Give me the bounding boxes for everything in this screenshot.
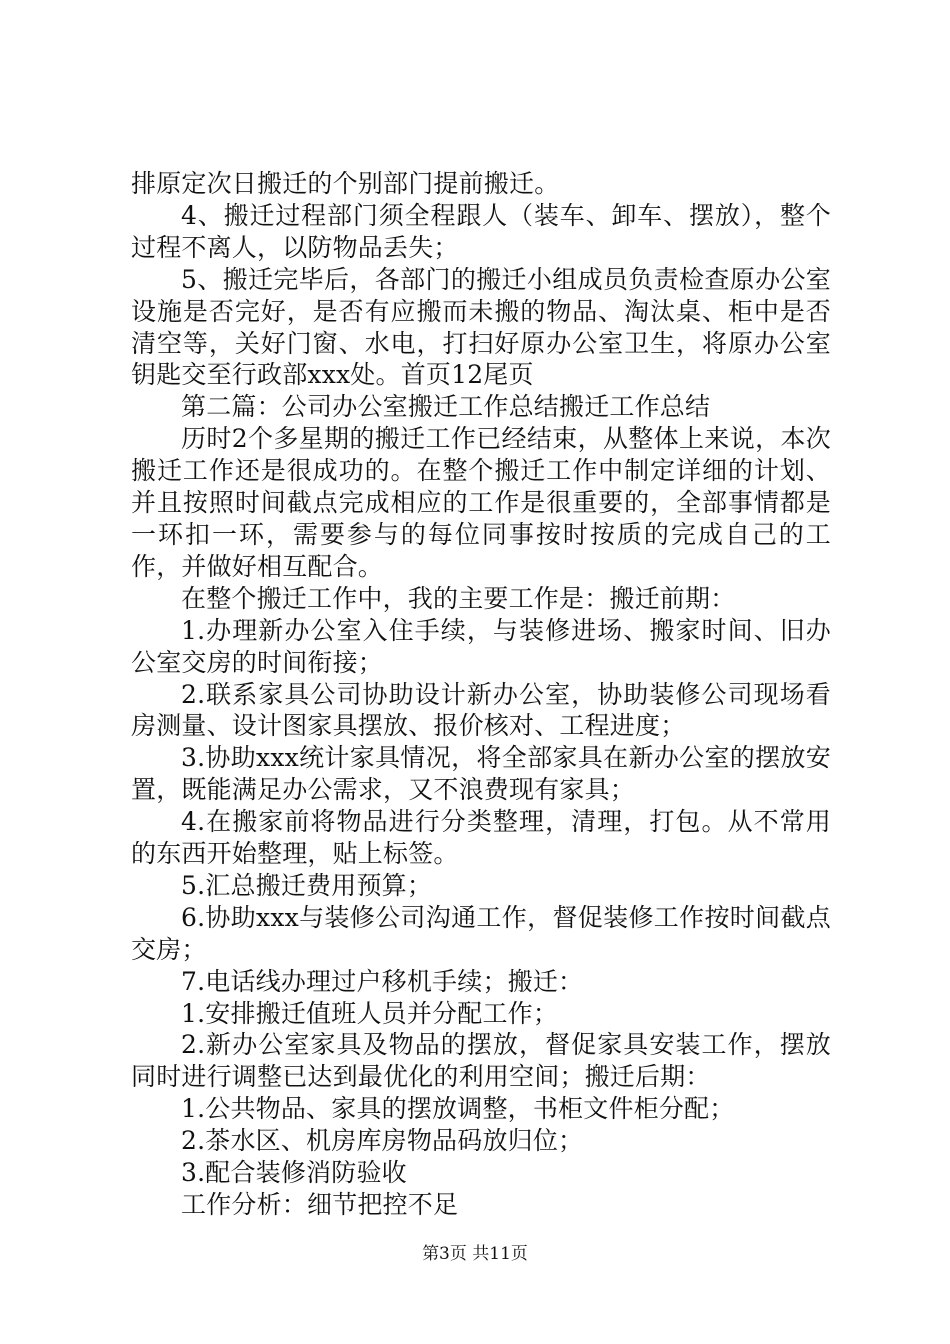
paragraph: 在整个搬迁工作中，我的主要工作是：搬迁前期： [181,583,736,613]
list-item: 1.公共物品、家具的摆放调整，书柜文件柜分配； [181,1094,735,1124]
section-heading: 第二篇：公司办公室搬迁工作总结搬迁工作总结 [181,392,711,422]
document-body [131,168,831,1221]
paragraph: 历时2个多星期的搬迁工作已经结束，从整体上来说，本次搬迁工作还是很成功的。在整个搬迁工作中制定详细的计划、并且按照时间截点完成相应的工作是很重要的，全部事情都是一环扣一环，需要参与的每位同事按时按质的完成自己的工作，并做好相互配合。 [131,424,831,581]
list-item: 3.协助xxx统计家具情况，将全部家具在新办公室的摆放安置，既能满足办公需求，又不浪费现有家具； [131,743,831,805]
list-item: 2.茶水区、机房库房物品码放归位； [181,1126,584,1156]
list-item: 1.安排搬迁值班人员并分配工作； [181,998,559,1028]
list-item: 7.电话线办理过户移机手续；搬迁： [181,966,584,996]
page-footer: 第3页 共11页 [422,1244,528,1264]
list-item: 1.办理新办公室入住手续，与装修进场、搬家时间、旧办公室交房的时间衔接； [131,615,831,677]
list-item: 2.新办公室家具及物品的摆放，督促家具安装工作，摆放同时进行调整已达到最优化的利用空间；搬迁后期： [131,1030,831,1092]
paragraph: 工作分析：细节把控不足 [181,1190,459,1219]
list-item: 4.在搬家前将物品进行分类整理，清理，打包。从不常用的东西开始整理，贴上标签。 [131,807,831,869]
paragraph: 4、搬迁过程部门须全程跟人（装车、卸车、摆放），整个过程不离人，以防物品丢失； [131,200,831,262]
list-item: 5.汇总搬迁费用预算； [181,870,433,900]
list-item: 3.配合装修消防验收 [181,1158,407,1188]
paragraph: 5、搬迁完毕后，各部门的搬迁小组成员负责检查原办公室设施是否完好，是否有应搬而未搬的物品、淘汰桌、柜中是否清空等，关好门窗、水电，打扫好原办公室卫生，将原办公室钥匙交至行政部xxx处。首页12尾页 [131,264,831,390]
paragraph: 排原定次日搬迁的个别部门提前搬迁。 [131,169,560,198]
list-item: 2.联系家具公司协助设计新办公室，协助装修公司现场看房测量、设计图家具摆放、报价核对、工程进度； [131,679,831,741]
list-item: 6.协助xxx与装修公司沟通工作，督促装修工作按时间截点交房； [131,902,831,964]
